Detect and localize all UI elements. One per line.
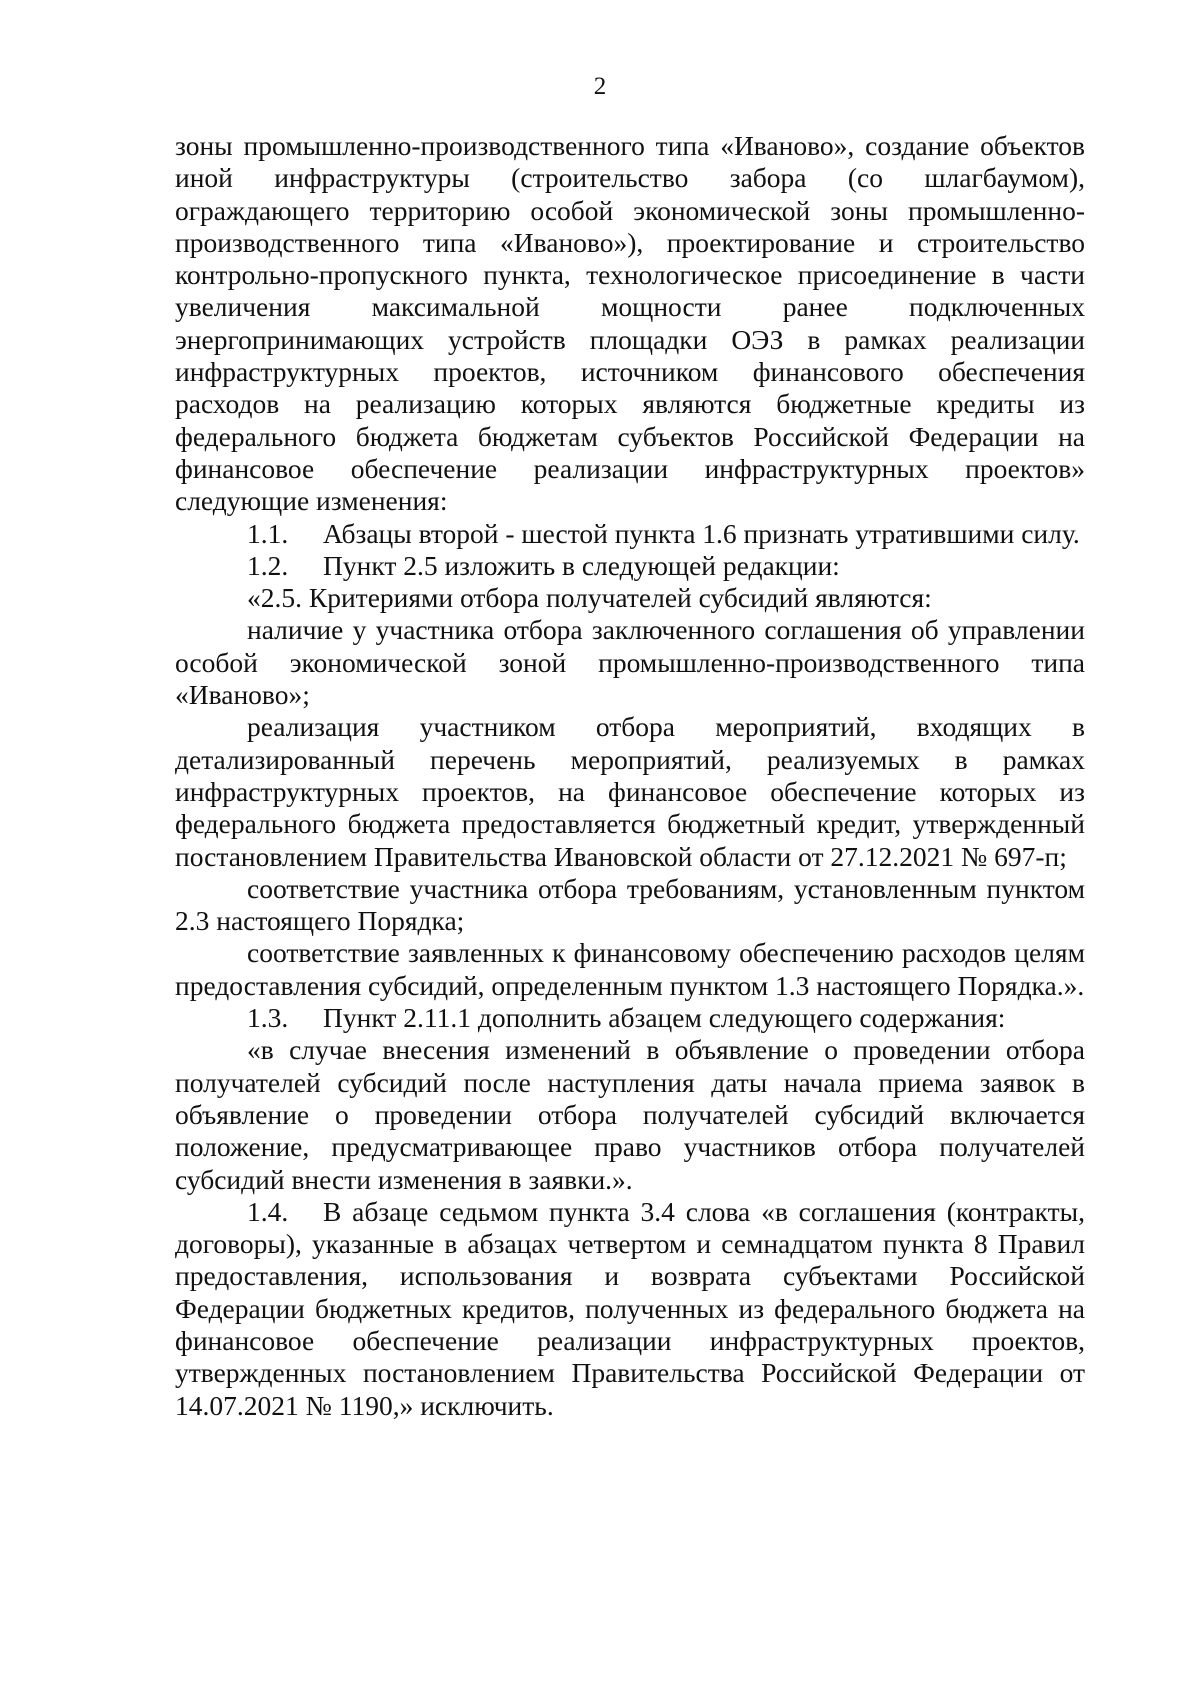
paragraph-criterion-agreement: наличие у участника отбора заключенного соглашения об управлении особой экономической зоной промышленно-производственного типа «Иваново»;: [175, 614, 1085, 711]
item-text: Абзацы второй - шестой пункта 1.6 признать утратившими силу.: [323, 517, 1080, 549]
item-number: 1.4.: [247, 1195, 289, 1227]
paragraph-intro-continuation: зоны промышленно-производственного типа «Иваново», создание объектов иной инфраструктуры (строительство забора (со шлагбаумом), ограждающего территорию особой экономической зоны промышленно-производственного типа «Иваново»), проектирование и строительство контрольно-пропускного пункта, технологическое присоединение в части увеличения максимальной мощности ранее подключенных энергопринимающих устройств площадки ОЭЗ в рамках реализации инфраструктурных проектов, источником финансового обеспечения расходов на реализацию которых являются бюджетные кредиты из федерального бюджета бюджетам субъектов Российской Федерации на финансовое обеспечение реализации инфраструктурных проектов» следующие изменения:: [175, 130, 1085, 517]
paragraph-item-1-1: [175, 518, 1085, 550]
item-number: 1.1.: [247, 517, 289, 549]
item-number: 1.3.: [247, 1002, 289, 1034]
page-number: 2: [593, 73, 607, 100]
item-text: В абзаце седьмом пункта 3.4 слова «в соглашения (контракты, договоры), указанные в абзацах четвертом и семнадцатом пункта 8 Правил предоставления, использования и возврата субъектами Российской Федерации бюджетных кредитов, полученных из федерального бюджета на финансовое обеспечение реализации инфраструктурных проектов, утвержденных постановлением Правительства Российской Федерации от 14.07.2021 № 1190,» исключить.: [175, 1195, 1085, 1421]
paragraph-item-1-2: [175, 550, 1085, 582]
paragraph-item-1-4: [175, 1196, 1085, 1422]
paragraph-criterion-measures: реализация участником отбора мероприятий, входящих в детализированный перечень мероприятий, реализуемых в рамках инфраструктурных проектов, на финансовое обеспечение которых из федерального бюджета предоставляется бюджетный кредит, утвержденный постановлением Правительства Ивановской области от 27.12.2021 № 697-п;: [175, 711, 1085, 872]
paragraph-amendment-text: «в случае внесения изменений в объявление о проведении отбора получателей субсидий после наступления даты начала приема заявок в объявление о проведении отбора получателей субсидий включается положение, предусматривающее право участников отбора получателей субсидий внести изменения в заявки.».: [175, 1034, 1085, 1195]
paragraph-criteria-heading: «2.5. Критериями отбора получателей субсидий являются:: [247, 582, 932, 614]
paragraph-item-1-3: [175, 1002, 1085, 1034]
document-body: [175, 130, 1085, 1422]
item-number: 1.2.: [247, 549, 289, 581]
item-text: Пункт 2.11.1 дополнить абзацем следующего содержания:: [323, 1002, 1006, 1034]
paragraph-criterion-expenses: соответствие заявленных к финансовому обеспечению расходов целям предоставления субсидий, определенным пунктом 1.3 настоящего Порядка.».: [175, 937, 1085, 1001]
item-text: Пункт 2.5 изложить в следующей редакции:: [323, 549, 840, 581]
paragraph-criterion-requirements: соответствие участника отбора требованиям, установленным пунктом 2.3 настоящего Порядка;: [175, 872, 1085, 937]
